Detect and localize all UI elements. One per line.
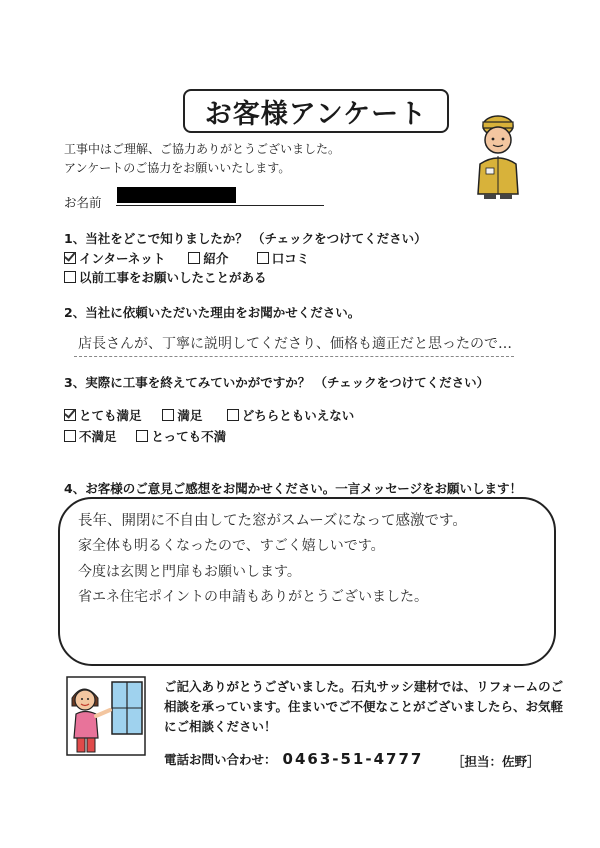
option-label: どちらともいえない — [241, 408, 355, 423]
question-2: 2、当社に依頼いただいた理由をお聞かせください。 — [64, 305, 361, 320]
comment-line-3: 今度は玄関と門扉もお願いします。 — [78, 564, 301, 580]
answer-underline — [74, 356, 514, 357]
option-label: 口コミ — [271, 251, 310, 266]
option-label: 満足 — [177, 408, 203, 423]
option-referral[interactable] — [188, 249, 252, 267]
phone-label: 電話お問い合わせ： — [164, 752, 277, 767]
intro-line-2: アンケートのご協力をお願いいたします。 — [64, 161, 291, 175]
checkbox-icon[interactable] — [64, 271, 76, 283]
option-neutral[interactable] — [227, 406, 355, 424]
checkbox-icon[interactable] — [257, 252, 269, 264]
survey-title: お客様アンケート — [183, 89, 449, 133]
question-1-options-row-1 — [64, 249, 309, 267]
name-underline — [116, 205, 324, 206]
option-label: 以前工事をお願いしたことがある — [79, 270, 267, 285]
option-very-satisfied[interactable] — [64, 406, 158, 424]
comment-line-2: 家全体も明るくなったので、すごく嬉しいです。 — [78, 538, 385, 554]
phone-number[interactable]: 0463-51-4777 — [282, 750, 424, 768]
footer-line-2: 相談を承っています。住まいでご不便なことがございましたら、お気軽 — [164, 699, 564, 714]
footer-message — [164, 677, 564, 737]
checkbox-icon[interactable] — [227, 409, 239, 421]
staff-in-charge: ［担当：佐野］ — [452, 754, 540, 769]
option-label: 不満足 — [79, 429, 117, 444]
question-4: 4、お客様のご意見ご感想をお聞かせください。一言メッセージをお願いします！ — [64, 481, 522, 496]
woman-illustration — [66, 676, 146, 756]
intro-text — [64, 140, 340, 178]
checkbox-checked-icon[interactable] — [64, 409, 76, 421]
phone-contact — [164, 750, 423, 768]
question-3: 3、実際に工事を終えてみていかがですか？ （チェックをつけてください） — [64, 375, 490, 390]
comment-line-1: 長年、開閉に不自由してた窓がスムーズになって感激です。 — [78, 513, 467, 529]
intro-line-1: 工事中はご理解、ご協力ありがとうございました。 — [64, 142, 341, 156]
option-label: 紹介 — [203, 251, 229, 266]
question-1-options-row-2 — [64, 268, 267, 286]
name-label: お名前 — [64, 195, 102, 210]
option-previous-work[interactable] — [64, 268, 267, 286]
option-label: とても満足 — [79, 408, 142, 423]
question-2-answer: 店長さんが、丁寧に説明してくださり、価格も適正だと思ったので… — [78, 336, 512, 352]
question-3-options-row-2 — [64, 427, 226, 445]
checkbox-checked-icon[interactable] — [64, 252, 76, 264]
footer-line-1: ご記入ありがとうございました。石丸サッシ建材では、リフォームのご — [164, 679, 564, 694]
redacted-name — [117, 187, 236, 203]
checkbox-icon[interactable] — [64, 430, 76, 442]
staff-illustration — [470, 108, 526, 200]
question-1: 1、当社をどこで知りましたか？ （チェックをつけてください） — [64, 231, 427, 246]
option-word-of-mouth[interactable] — [257, 249, 310, 267]
option-satisfied[interactable] — [162, 406, 222, 424]
option-internet[interactable] — [64, 249, 184, 267]
comment-line-4: 省エネ住宅ポイントの申請もありがとうございました。 — [78, 589, 428, 605]
checkbox-icon[interactable] — [188, 252, 200, 264]
checkbox-icon[interactable] — [136, 430, 148, 442]
option-label: とっても不満 — [151, 429, 227, 444]
footer-line-3: にご相談ください！ — [164, 719, 277, 734]
option-label: インターネット — [79, 251, 166, 266]
question-3-options-row-1 — [64, 406, 354, 424]
option-very-dissatisfied[interactable] — [136, 427, 226, 445]
option-dissatisfied[interactable] — [64, 427, 132, 445]
checkbox-icon[interactable] — [162, 409, 174, 421]
